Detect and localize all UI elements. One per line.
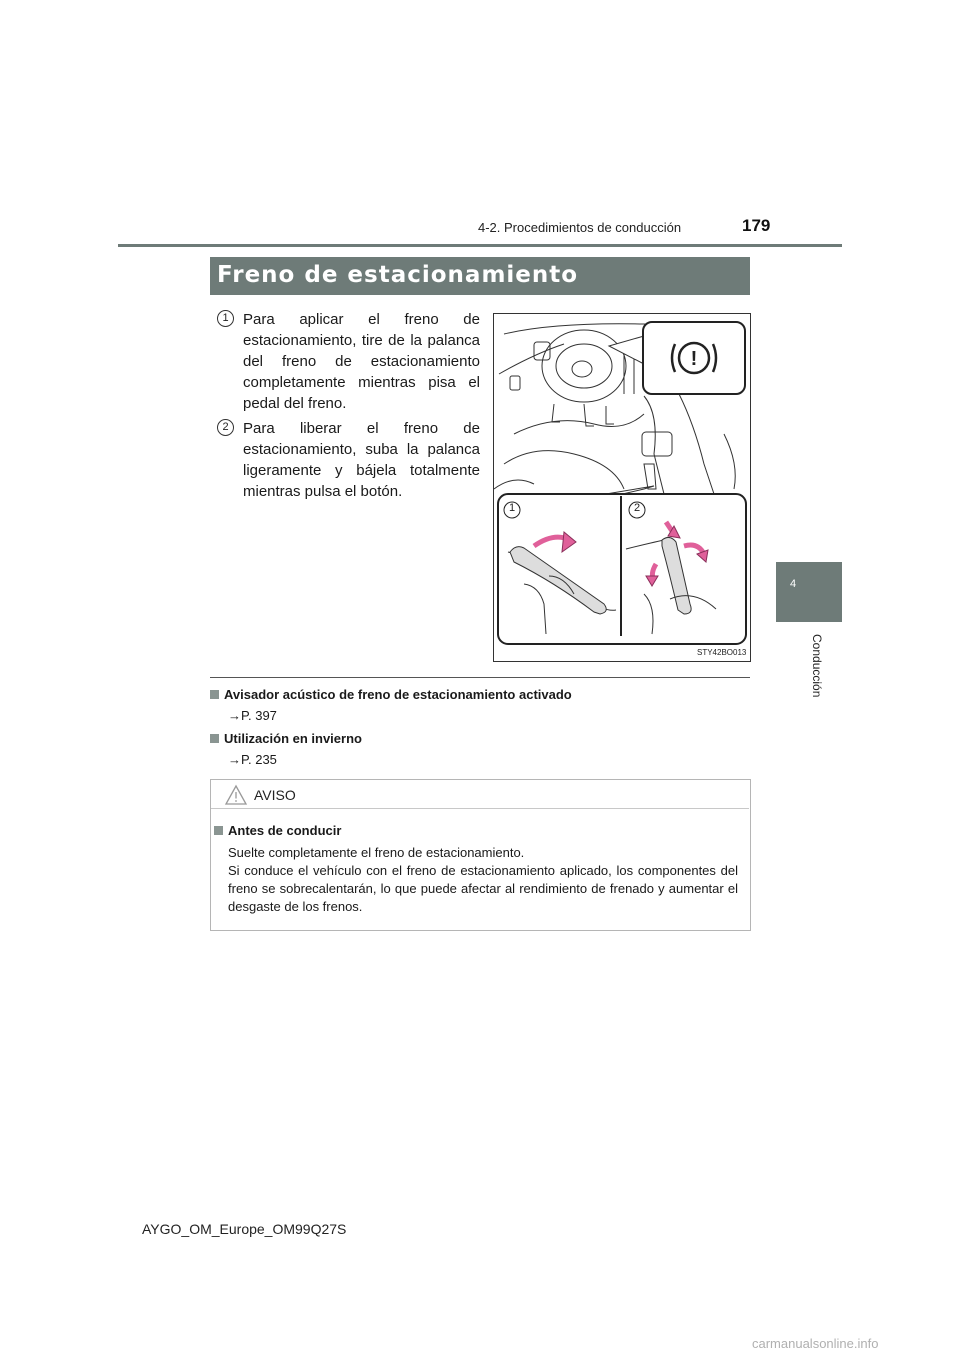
watermark[interactable]: carmanualsonline.info [752, 1336, 879, 1351]
header-section-title: 4-2. Procedimientos de conducción [478, 220, 682, 235]
note-2-heading: Utilización en invierno [210, 731, 362, 746]
header-divider [118, 244, 842, 247]
warning-line-1: Suelte completamente el freno de estacionamiento. [228, 845, 525, 860]
warning-triangle-icon [224, 784, 248, 806]
square-bullet-icon [210, 690, 219, 699]
chapter-tab [776, 562, 842, 622]
figure-code: STY42BO013 [697, 648, 747, 657]
step-2-text: Para liberar el freno de estacionamiento, suba la palanca ligeramente y bájela totalmente mientras pulsa el botón. [243, 420, 480, 500]
content-divider [210, 677, 750, 678]
chapter-tab-number: 4 [790, 578, 797, 590]
page-number: 179 [742, 216, 771, 235]
note-1-heading: Avisador acústico de freno de estacionamiento activado [210, 687, 572, 702]
step-1-badge: 1 [217, 310, 234, 327]
step-1-text: Para aplicar el freno de estacionamiento, tire de la palanca del freno de estacionamiento completamente mientras pisa el pedal del freno. [243, 311, 480, 412]
warning-title: AVISO [254, 787, 296, 803]
warning-subheading: Antes de conducir [214, 823, 341, 838]
step-2-badge: 2 [217, 419, 234, 436]
parking-brake-figure [493, 313, 751, 662]
chapter-label: Conducción [810, 634, 824, 698]
square-bullet-icon [210, 734, 219, 743]
figure-callout-2-label: 2 [633, 502, 641, 514]
section-title: Freno de estacionamiento [217, 262, 579, 288]
warning-body [228, 844, 738, 916]
note-1-reference[interactable]: →P. 397 [228, 708, 277, 723]
warning-header-divider [211, 808, 749, 809]
indicator-glyph: ! [690, 348, 698, 370]
warning-line-2: Si conduce el vehículo con el freno de estacionamiento aplicado, los componentes del freno se sobrecalentarán, lo que puede afectar al rendimiento de frenado y aumentar el desgaste de los frenos. [228, 863, 738, 914]
note-2-reference[interactable]: →P. 235 [228, 752, 277, 767]
square-bullet-icon [214, 826, 223, 835]
figure-callout-1-label: 1 [508, 502, 516, 514]
dashboard-illustration [494, 314, 750, 661]
footer-document-code: AYGO_OM_Europe_OM99Q27S [142, 1221, 347, 1237]
